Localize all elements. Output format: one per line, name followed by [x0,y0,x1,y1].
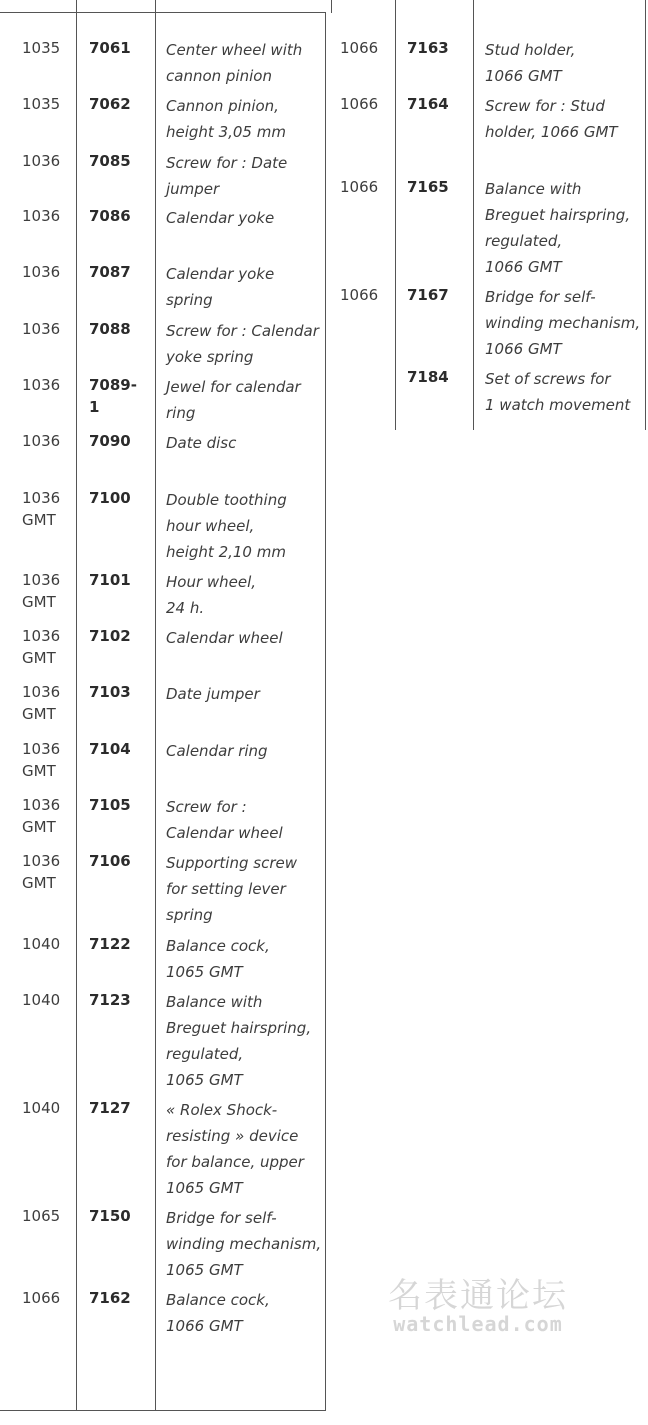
part-number-cell: 7090 [89,432,131,450]
part-number-cell: 7104 [89,740,131,758]
part-number-cell: 7088 [89,320,131,338]
left-table-right-border [325,12,326,1410]
part-number-cell: 7150 [89,1207,131,1225]
caliber-cell: 1036 GMT [22,683,61,723]
caliber-cell: 1036 [22,320,61,338]
part-number-cell: 7101 [89,571,131,589]
description-cell: Jewel for calendar ring [166,378,301,422]
part-number-cell: 7184 [407,368,449,386]
part-number-cell: 7100 [89,489,131,507]
description-cell: Double toothing hour wheel, height 2,10 mm [166,491,287,561]
description-cell: Supporting screw for setting lever spring [166,854,297,924]
part-number-cell: 7087 [89,263,131,281]
part-number-cell: 7089-1 [89,376,137,416]
part-number-cell: 7086 [89,207,131,225]
description-cell: Screw for : Date jumper [166,154,288,198]
caliber-cell: 1040 [22,1099,61,1117]
left-table-top-rule [0,12,326,13]
part-number-cell: 7062 [89,95,131,113]
caliber-cell: 1035 [22,95,61,113]
part-number-cell: 7085 [89,152,131,170]
description-cell: Balance with Breguet hairspring, regulated, 1065 GMT [166,993,312,1089]
caliber-cell: 1036 GMT [22,740,61,780]
left-col-divider-1 [76,0,77,1410]
caliber-cell: 1036 [22,432,61,450]
description-cell: « Rolex Shock- resisting » device for balance, upper 1065 GMT [166,1101,304,1197]
caliber-cell: 1066 [340,95,379,113]
part-number-cell: 7106 [89,852,131,870]
right-col-divider-0 [331,0,332,13]
part-number-cell: 7123 [89,991,131,1009]
part-number-cell: 7164 [407,95,449,113]
caliber-cell: 1036 GMT [22,796,61,836]
caliber-cell: 1036 [22,376,61,394]
description-cell: Screw for : Stud holder, 1066 GMT [485,97,618,141]
description-cell: Date jumper [166,685,260,703]
part-number-cell: 7162 [89,1289,131,1307]
part-number-cell: 7103 [89,683,131,701]
description-cell: Bridge for self- winding mechanism, 1065 GMT [166,1209,322,1279]
description-cell: Stud holder, 1066 GMT [485,41,576,85]
caliber-cell: 1066 [340,39,379,57]
part-number-cell: 7163 [407,39,449,57]
description-cell: Calendar yoke spring [166,265,275,309]
caliber-cell: 1036 [22,207,61,225]
description-cell: Calendar wheel [166,629,283,647]
caliber-cell: 1066 [340,178,379,196]
description-cell: Screw for : Calendar yoke spring [166,322,319,366]
description-cell: Set of screws for 1 watch movement [485,370,631,414]
watermark-url: watchlead.com [393,1312,563,1336]
watermark-logo-text: 名表通论坛 [388,1276,568,1316]
caliber-cell: 1065 [22,1207,61,1225]
left-table-bottom-rule [0,1410,326,1411]
right-col-divider-1 [395,0,396,430]
caliber-cell: 1036 GMT [22,852,61,892]
caliber-cell: 1036 GMT [22,571,61,611]
description-cell: Balance cock, 1065 GMT [166,937,270,981]
caliber-cell: 1066 [22,1289,61,1307]
left-col-divider-2 [155,0,156,1410]
caliber-cell: 1066 [340,286,379,304]
description-cell: Date disc [166,434,237,452]
part-number-cell: 7122 [89,935,131,953]
caliber-cell: 1036 GMT [22,627,61,667]
description-cell: Center wheel with cannon pinion [166,41,303,85]
right-col-divider-2 [473,0,474,430]
part-number-cell: 7102 [89,627,131,645]
description-cell: Balance cock, 1066 GMT [166,1291,270,1335]
description-cell: Balance with Breguet hairspring, regulated, 1066 GMT [485,180,631,276]
description-cell: Calendar ring [166,742,268,760]
part-number-cell: 7105 [89,796,131,814]
part-number-cell: 7061 [89,39,131,57]
description-cell: Calendar yoke [166,209,275,227]
description-cell: Hour wheel, 24 h. [166,573,257,617]
right-table-right-border [645,0,646,430]
caliber-cell: 1035 [22,39,61,57]
caliber-cell: 1036 GMT [22,489,61,529]
description-cell: Cannon pinion, height 3,05 mm [166,97,286,141]
caliber-cell: 1036 [22,263,61,281]
caliber-cell: 1040 [22,935,61,953]
caliber-cell: 1040 [22,991,61,1009]
part-number-cell: 7127 [89,1099,131,1117]
part-number-cell: 7165 [407,178,449,196]
part-number-cell: 7167 [407,286,449,304]
description-cell: Bridge for self- winding mechanism, 1066 GMT [485,288,641,358]
description-cell: Screw for : Calendar wheel [166,798,283,842]
caliber-cell: 1036 [22,152,61,170]
